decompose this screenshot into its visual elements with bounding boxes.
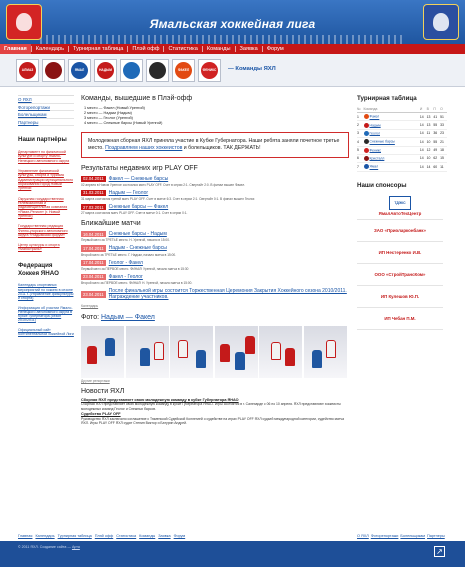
footer-nav-link[interactable]: Главная (18, 534, 33, 539)
standings-cell (427, 146, 434, 154)
standings-cell (433, 154, 440, 162)
standings-row (357, 129, 447, 137)
sponsor-banner[interactable] (357, 264, 443, 286)
copyright-text: © 2011 ЯХЛ. Создание сайта — (18, 545, 71, 549)
standings-cell (420, 129, 427, 137)
standings-cell (440, 129, 447, 137)
sponsor-banner[interactable] (357, 308, 443, 330)
news-item (81, 398, 349, 411)
nav-item[interactable]: Турнирная таблица (72, 46, 124, 52)
team-logo[interactable] (198, 59, 221, 82)
cell-value: 6 (357, 156, 359, 161)
standings-team-link[interactable] (364, 129, 420, 137)
footer-nav-link[interactable]: Статистика (116, 534, 137, 539)
cell-value: 13 (426, 114, 431, 119)
team-emblem-icon: ФАКЕЛ (175, 62, 192, 79)
standings-cell (420, 121, 427, 129)
cell-value: Факел (369, 114, 380, 119)
standings-cell (427, 129, 434, 137)
news-item (81, 412, 349, 425)
standings-cell (433, 163, 440, 171)
match-item (81, 204, 349, 215)
standings-row (357, 121, 447, 129)
match-date: 17.04.2011 (83, 260, 104, 266)
playoff-title: Команды, вышедшие в Плэй-офф (81, 95, 193, 102)
sponsor-name: ЗАО «Приоларконбанк» (374, 228, 426, 234)
partners-list (18, 150, 74, 252)
nav-item[interactable]: Статистика (168, 46, 198, 52)
cell-value: 62 (433, 156, 438, 161)
team-logo[interactable] (42, 59, 65, 82)
partner-link[interactable]: Управление физической культуры, спорта и туризма Администрации муниципального образования город Новый Уренгой (18, 169, 73, 191)
cell-value: 49 (433, 148, 438, 153)
cell-value: 51 (440, 114, 444, 119)
sponsor-name: ИП Нестеренко И.В. (378, 250, 422, 256)
standings-cell (420, 113, 427, 121)
team-emblem-icon (149, 62, 166, 79)
footer-nav-link[interactable]: Календарь (35, 534, 55, 539)
match-title[interactable]: После финальной игры состоится Торжественная Церемония Закрытия Хоккейного сезона 2010/2011. Награждение участников. (108, 288, 347, 301)
standings-table (357, 106, 447, 172)
sponsor-name: ЯмалАвтоТехЦентр (378, 210, 422, 216)
team-mini-icon (364, 131, 369, 136)
standings-cell (427, 154, 434, 162)
cell-value: 15 (440, 156, 444, 161)
standings-cell (433, 138, 440, 146)
federation-links (18, 283, 74, 336)
footer-nav-link[interactable]: Команды (139, 534, 156, 539)
sponsors-list (357, 192, 447, 330)
match-date: 31.03.2011 (83, 190, 104, 196)
cell-value: 18 (440, 148, 444, 153)
match-item (81, 176, 349, 187)
match-date: 02.04.2011 (83, 176, 104, 182)
notice-text: Молодежная сборная ЯХЛ приняла участие в Кубке Губернатора. Наши ребята заняли почетное третье место. (88, 138, 340, 152)
main-content (81, 95, 349, 425)
cell-value: 11 (426, 131, 431, 136)
partner-link[interactable]: Окружная государственная телевизионная и радиовещательная компания «Ямал-Регион» (г. Новый Уренгой) (18, 196, 68, 218)
cell-value: Кристалл (369, 156, 385, 161)
match-item (81, 190, 349, 201)
cell-value: 14 (419, 114, 424, 119)
nav-item[interactable]: Форум (266, 46, 284, 52)
standings-row (357, 138, 447, 146)
match-desc: Первый матч за ТРЕТЬЕ место. Н. Уренгой, начало в 15:00. (81, 238, 170, 243)
cell-value: 14 (419, 122, 424, 127)
cell-value: 14 (419, 164, 424, 169)
match-title[interactable]: Факел — Снежные барсы (108, 175, 169, 182)
standings-team-link[interactable] (364, 163, 420, 171)
cell-value: 12 (426, 148, 431, 153)
standings-header: П (433, 106, 440, 113)
arrow-up-right-icon[interactable]: ↗ (434, 546, 445, 557)
footer (0, 541, 465, 567)
standings-team-link[interactable] (364, 146, 420, 154)
standings-team-link[interactable] (364, 138, 420, 146)
playoff-list (81, 106, 349, 126)
standings-cell (427, 138, 434, 146)
team-emblem-icon: ЯМАЛ (71, 62, 88, 79)
match-item (81, 245, 349, 256)
nav-item[interactable]: Календарь (35, 46, 64, 52)
standings-cell (433, 113, 440, 121)
nav-item[interactable]: Команды (206, 46, 231, 52)
cell-value: 14 (419, 156, 424, 161)
cell-value: 2 (357, 122, 359, 127)
standings-row (357, 154, 447, 162)
standings-cell (440, 113, 447, 121)
match-title[interactable]: Надым — Геолог (108, 189, 149, 196)
photo-thumb[interactable] (259, 326, 302, 378)
match-date: 16.04.2011 (83, 231, 104, 237)
match-date: 17.04.2011 (83, 245, 104, 251)
standings-team-link[interactable] (364, 113, 420, 121)
standings-cell (433, 129, 440, 137)
standings-cell (427, 121, 434, 129)
news-text: Руководство ЯХЛ заключило соглашение с Тюменской Судейской Коллегией о судействе на играх PLAY OFF ЯХЛ судьей международной категории, судейство матча ЯХЛ. Игры PLAY OFF ЯХЛ судят Стенин Виктор и Батурин Андрей. (81, 416, 345, 425)
side-menu-item[interactable]: Фоторепортажи (18, 104, 74, 112)
cell-value: 3 (357, 131, 359, 136)
cell-value: 13 (426, 122, 431, 127)
region-emblem-right[interactable] (423, 4, 459, 40)
news-text: Сборная ЯХЛ представляет свою молодежную команду в кубке Губернатора ЯНАО. Игры состоятся в г. Салехарде с 06 по 10 апреля. ЯХЛ представляют хоккеисты молодежных команд Геолог и Снежных барсов. (81, 402, 341, 411)
standings-header: Команда (364, 106, 420, 113)
standings-cell (420, 154, 427, 162)
cell-value: 11 (440, 164, 444, 169)
photo-thumb[interactable] (304, 326, 347, 378)
footer-nav-link[interactable]: Заявка (158, 534, 171, 539)
match-item (81, 274, 349, 285)
sponsor-banner[interactable] (357, 242, 443, 264)
notice-link[interactable]: Поздравляем наших хоккеистов (105, 145, 183, 152)
news-title: Новости ЯХЛ (81, 387, 125, 395)
site-header (0, 0, 465, 44)
cell-value: Надым (369, 122, 381, 127)
sponsor-name: ООО «СтройТрансКом» (374, 272, 426, 278)
team-logo[interactable] (94, 59, 117, 82)
side-menu-item[interactable]: О ЯХЛ (18, 96, 74, 104)
cell-value: 55 (433, 139, 438, 144)
team-logo[interactable] (146, 59, 169, 82)
standings-cell (440, 146, 447, 154)
cell-value: Геолог (369, 131, 380, 136)
team-mini-icon (364, 139, 369, 144)
standings-cell (420, 138, 427, 146)
match-title[interactable]: Геолог - Факел (108, 259, 143, 266)
cell-value: 14 (419, 131, 424, 136)
photo-heading (81, 314, 349, 323)
match-date: 27.03.2011 (83, 204, 104, 210)
standings-cell (440, 154, 447, 162)
match-desc: 31 марта состоялся третий матч PLAY OFF. Счет в матче 6:3. Счет в серии 2:1. Свертайт 0:1. В финал вышел Геолог. (81, 197, 256, 202)
cell-value: 14 (419, 148, 424, 153)
match-title[interactable]: Факел - Геолог (108, 273, 143, 280)
match-desc: Второй матч за ПЕРВОЕ место. ФИНАЛ! Н. Уренгой, начало матча в 15:00. (81, 281, 193, 286)
sponsors-title: Наши спонсоры (357, 181, 407, 189)
copyright (18, 545, 80, 549)
partner-link[interactable]: Государственная редакция Финно-угорского автономного округа «Надымский форум» (18, 224, 68, 237)
team-emblem-icon: НАДЫМ (97, 62, 114, 79)
partner-link[interactable]: Департамент по физической культуре и спорту Ямало-Ненецкого автономного округа (18, 150, 70, 163)
federation-link[interactable]: Календарь спортивных мероприятий по хоккею в сезоне 2011 г. (Управление физкультуры и спорта) (18, 283, 74, 301)
match-item (81, 260, 349, 271)
match-date: 23.04.2011 (83, 291, 104, 297)
playoff-list-item: 4 место — Снежные барсы (Новый Уренгой) (84, 120, 163, 125)
match-item (81, 288, 349, 301)
standings-row (357, 146, 447, 154)
results-list (81, 176, 349, 216)
upcoming-list (81, 231, 349, 301)
standings-cell (427, 113, 434, 121)
team-mini-icon (364, 156, 369, 161)
footer-right-link[interactable]: Партнеры (427, 534, 445, 538)
match-date: 23.04.2011 (83, 274, 104, 280)
footer-nav-link[interactable]: Турнирная таблица (57, 534, 92, 539)
playoff-list-item: 3 место — Геолог (Уренгой) (84, 115, 133, 120)
standings-header: И (420, 106, 427, 113)
sponsor-banner[interactable] (357, 192, 443, 220)
standings-header: В (427, 106, 434, 113)
teams-strip (0, 54, 465, 87)
standings-cell (433, 121, 440, 129)
match-row (81, 288, 349, 301)
other-reports-link[interactable]: Другие репортажи (81, 378, 110, 383)
nav-item[interactable]: Заявка (239, 46, 258, 52)
cell-value: 55 (433, 122, 438, 127)
standings-row (357, 113, 447, 121)
cell-value: 5 (357, 148, 359, 153)
team-logo[interactable] (120, 59, 143, 82)
footer-nav-link[interactable]: Плэй офф (94, 534, 114, 539)
side-menu (18, 95, 74, 126)
cell-value: 60 (433, 164, 438, 169)
team-logo[interactable] (172, 59, 195, 82)
footer-nav-link[interactable]: Форум (173, 534, 186, 539)
standings-cell (440, 121, 447, 129)
match-title[interactable]: Надым - Снежные барсы (108, 245, 167, 252)
standings-cell (440, 138, 447, 146)
sponsor-banner[interactable] (357, 286, 443, 308)
match-desc: Первый матч за ПЕРВОЕ место. ФИНАЛ! Уренгой, начало матча в 15:30 (81, 266, 189, 271)
photo-thumb[interactable] (215, 326, 258, 378)
standings-team-link[interactable] (364, 121, 420, 129)
team-emblem-icon: ФЕНИКС (201, 62, 218, 79)
photo-thumb[interactable] (170, 326, 213, 378)
site-title[interactable]: Ямальская хоккейная лига (149, 17, 316, 31)
nav-item[interactable]: Плэй офф (132, 46, 160, 52)
match-title[interactable]: Снежные барсы — Факел (108, 204, 169, 211)
cell-value: 33 (440, 122, 444, 127)
developer-link[interactable]: Арта (71, 545, 80, 549)
sponsor-name: ИП Чебан П.М. (384, 316, 416, 322)
calendar-link[interactable]: Календарь (81, 303, 99, 308)
standings-team-link[interactable] (364, 154, 420, 162)
cell-value: 10 (426, 139, 431, 144)
federation-link[interactable]: Официальный сайт Континентальной хоккейной Лиги (18, 327, 74, 337)
cell-value: 36 (433, 131, 438, 136)
partner-link[interactable]: Центр культуры и спорта «Магистраль» (18, 243, 60, 252)
team-mini-icon (364, 148, 369, 153)
side-menu-item[interactable]: Болельщикам (18, 111, 74, 119)
main-nav (0, 44, 465, 54)
team-mini-icon (364, 114, 369, 119)
side-menu-item[interactable]: Партнеры (18, 119, 74, 127)
cell-value: 21 (440, 139, 444, 144)
team-logo[interactable] (16, 59, 39, 82)
standings-cell (420, 146, 427, 154)
sponsor-name: ИП Кулешов Ю.П. (380, 294, 420, 300)
footer-right-link[interactable]: Фоторепортажи (370, 534, 399, 538)
news-title-link[interactable]: Сборная ЯХЛ представляет свою молодежную команду в кубке Губернатора ЯНАО (81, 397, 239, 402)
team-emblem-icon: АЛМАЗ (19, 62, 36, 79)
teams-link[interactable]: — Команды ЯХЛ (228, 66, 276, 73)
cell-value: 14 (419, 139, 424, 144)
sponsor-logo-icon: ТДЭКС (389, 196, 411, 210)
standings-cell (427, 163, 434, 171)
news-title-link[interactable]: Судейство PLAY OFF (81, 411, 121, 416)
footer-right-links (357, 534, 447, 539)
upcoming-title: Ближайшие матчи (81, 220, 141, 228)
photo-label: Фото: (81, 313, 100, 321)
team-logo[interactable] (68, 59, 91, 82)
cell-value: 1 (357, 114, 359, 119)
cell-value: 10 (426, 156, 431, 161)
header-ornament (40, 35, 405, 44)
photo-link[interactable]: Надым — Факел (100, 313, 155, 321)
federation-link[interactable]: Информация об участии Ямало-Ненецкого автономного округа в Кубке Губернатора (сезон 2010/2011) (18, 305, 73, 323)
photo-strip (81, 326, 349, 378)
match-title[interactable]: Снежные барсы - Надым (108, 231, 167, 238)
left-sidebar (18, 95, 74, 341)
cell-value: 23 (440, 131, 444, 136)
sponsor-banner[interactable] (357, 220, 443, 242)
match-desc: 27 марта состоялся матч PLAY OFF. Счет в матче 0:1. Счет в серии 0:1. (81, 211, 188, 216)
cell-value: 41 (433, 114, 438, 119)
standings-header: № (357, 106, 364, 113)
cell-value: Ямал (369, 164, 379, 169)
partners-title: Наши партнёры (18, 136, 67, 144)
cell-value: Снежные барсы (369, 139, 395, 144)
match-desc: Второй матч за ТРЕТЬЕ место. Г. Надым, начало матча в 15:00. (81, 252, 177, 257)
results-title: Результаты недавних игр PLAY OFF (81, 164, 198, 172)
match-item (81, 231, 349, 242)
footer-right-link[interactable]: О ЯХЛ (357, 534, 369, 538)
playoff-list-item: 1 место — Факел (Новый Уренгой) (84, 105, 145, 110)
notice-tail: и болельщиков. ТАК ДЕРЖАТЬ! (183, 145, 261, 152)
nav-item[interactable]: Главная (0, 44, 31, 54)
team-mini-icon (364, 164, 369, 169)
playoff-list-item: 2 место — Надым (Надым) (84, 110, 132, 115)
right-sidebar (357, 95, 447, 330)
standings-row (357, 163, 447, 171)
federation-title: Федерация Хоккея ЯНАО (18, 261, 59, 277)
footer-right-link[interactable]: Болельщикам (400, 534, 426, 538)
news-list (81, 398, 349, 425)
team-emblem-icon (45, 62, 62, 79)
cell-value: 4 (357, 139, 359, 144)
standings-cell (440, 163, 447, 171)
cell-value: 14 (426, 164, 431, 169)
cell-value: 7 (357, 164, 359, 169)
team-mini-icon (364, 123, 369, 128)
standings-cell (433, 146, 440, 154)
team-emblem-icon (123, 62, 140, 79)
standings-title: Турнирная таблица (357, 95, 417, 102)
photo-thumb[interactable] (81, 326, 124, 378)
notice-box (81, 132, 349, 158)
photo-thumb[interactable] (126, 326, 169, 378)
standings-cell (420, 163, 427, 171)
cell-value: Феникс (369, 148, 381, 153)
match-desc: 02 апреля в Новом Уренгое состоялся матч PLAY OFF. Счет в серии 2:1. Свертайт 2:0. В финал вышел Факел. (81, 182, 246, 187)
standings-header: О (440, 106, 447, 113)
